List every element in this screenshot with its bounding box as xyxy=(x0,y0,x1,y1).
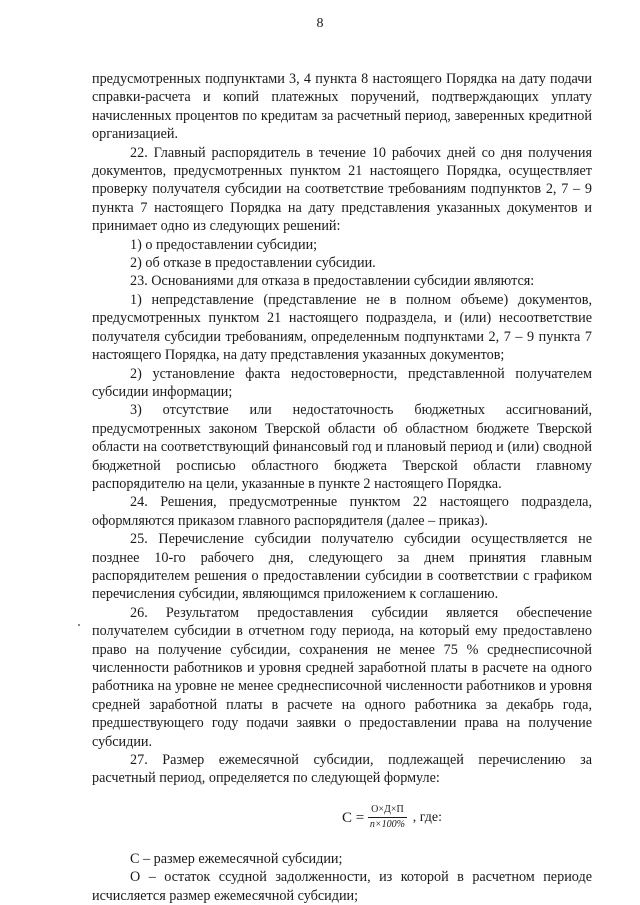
formula-fraction xyxy=(368,804,407,831)
definition: С – размер ежемесячной субсидии; xyxy=(130,850,343,867)
paragraph: предусмотренных подпунктами 3, 4 пункта 8 настоящего Порядка на дату подачи справки-расчета и копий платежных поручений, подтверждающих уплату начисленных процентов по кредитам за расчетный период, заверенных кредитной организацией. xyxy=(92,71,592,143)
paragraph: 24. Решения, предусмотренные пунктом 22 настоящего подраздела, оформляются приказом главного распорядителя (далее – приказ). xyxy=(92,494,592,529)
paragraph: 1) о предоставлении субсидии; xyxy=(130,236,318,253)
page-number: 8 xyxy=(316,16,324,31)
paragraph: 25. Перечисление субсидии получателю субсидии осуществляется не позднее 10-го рабочего дня, следующего за днем принятия главным распорядителем решения о предоставлении субсидии в соответствии с графиком перечисления субсидии, являющимся приложением к соглашению. xyxy=(92,531,592,603)
formula-definitions xyxy=(92,850,592,905)
formula-lhs: С = xyxy=(341,809,365,826)
paragraph: 1) непредставление (представление не в полном объеме) документов, предусмотренных пунктом 21 настоящего подраздела, и (или) несоответствие получателя субсидии требованиям, определенным подпунктами 2, 7 – 9 пункта 7 настоящего Порядка, на дату представления указанных документов; xyxy=(92,291,592,364)
document-body xyxy=(92,70,592,905)
paragraph: 23. Основаниями для отказа в предоставлении субсидии являются: xyxy=(130,273,535,290)
formula-tail: , где: xyxy=(412,809,442,825)
subsidy-formula xyxy=(92,792,592,844)
formula-numerator: О×Д×П xyxy=(368,804,407,818)
paragraph: 27. Размер ежемесячной субсидии, подлежащей перечислению за расчетный период, определяется по следующей формуле: xyxy=(92,752,592,787)
paragraph: 2) об отказе в предоставлении субсидии. xyxy=(130,255,376,272)
definition: О – остаток ссудной задолженности, из которой в расчетном периоде исчисляется размер ежемесячной субсидии; xyxy=(92,869,592,904)
paragraph: 2) установление факта недостоверности, представленной получателем субсидии информации; xyxy=(92,365,592,400)
formula-denominator: n×100% xyxy=(369,819,405,831)
paragraph: 26. Результатом предоставления субсидии является обеспечение получателем субсидии в отчетном году периода, на который ему предоставлено право на получение субсидии, сохранения не менее 75 % среднесписочной численности работников и уровня средней заработной платы в расчете на одного работника на уровне не менее среднесписочной численности работников и уровня средней заработной платы в расчете на одного работника за декабрь года, предшествующего году подачи заявки о предоставлении права на получение субсидии. xyxy=(92,604,592,750)
paragraph: 3) отсутствие или недостаточность бюджетных ассигнований, предусмотренных законом Тверской области об областном бюджете Тверской области на соответствующий финансовый год и плановый период и (или) сводной бюджетной росписью областного бюджета Тверской области главному распорядителю на цели, указанные в пункте 2 настоящего Порядка. xyxy=(92,402,592,492)
paragraph: 22. Главный распорядитель в течение 10 рабочих дней со дня получения документов, предусмотренных пунктом 21 настоящего Порядка, осуществляет проверку получателя субсидии на соответствие требованиям подпунктов 2, 7 – 9 пункта 7 настоящего Порядка на дату представления указанных документов и принимает одно из следующих решений: xyxy=(92,144,592,235)
scan-speck xyxy=(78,624,80,626)
